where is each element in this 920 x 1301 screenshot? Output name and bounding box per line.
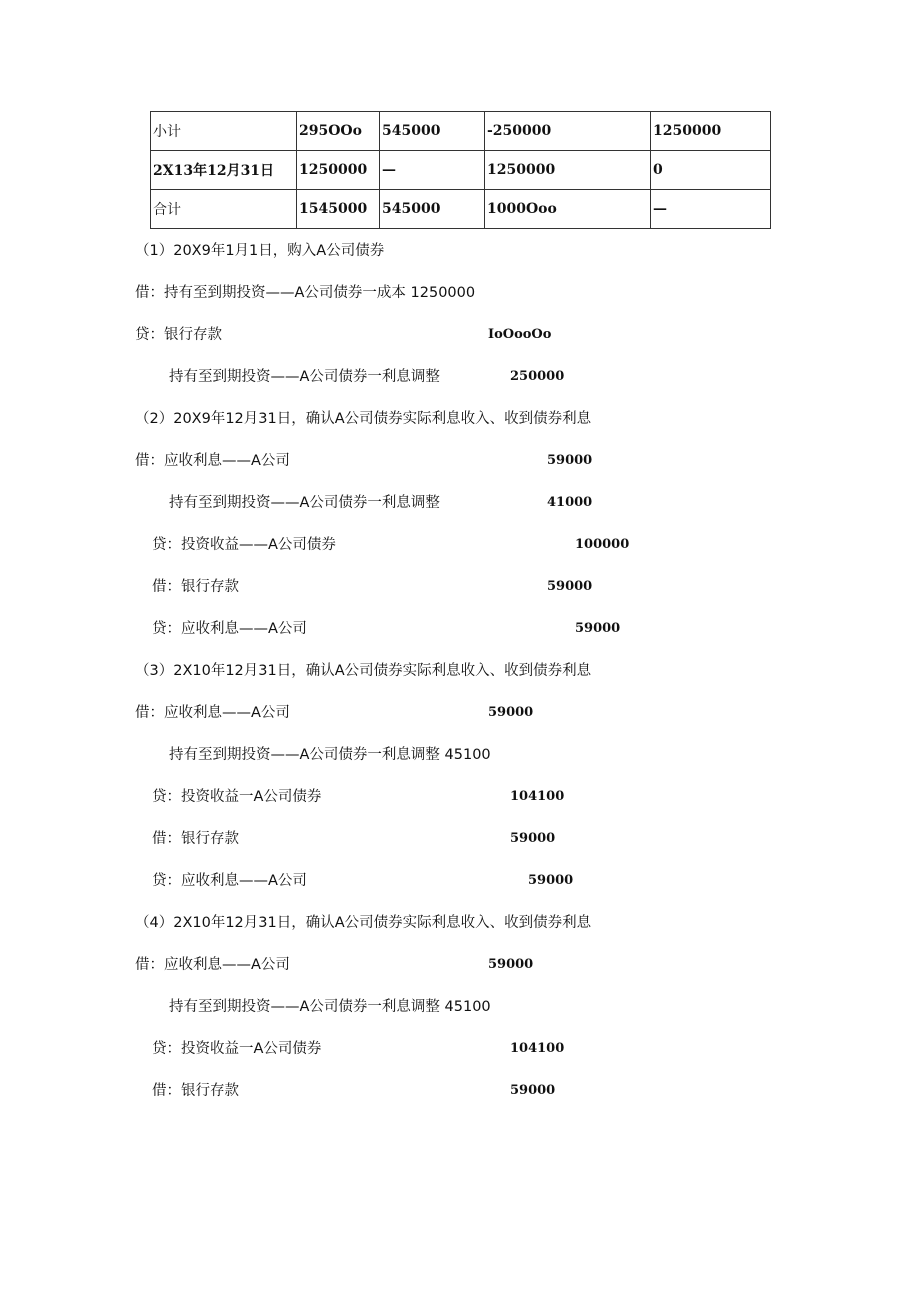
journal-entry-line: 持有至到期投资——A公司债券一利息调整 45100 xyxy=(169,999,491,1015)
journal-entry-line: 借：应收利息——A公司 xyxy=(135,705,290,721)
journal-entry-line: 持有至到期投资——A公司债券一利息调整 xyxy=(169,369,440,385)
journal-entry-line: 贷：投资收益——A公司债券 xyxy=(152,537,336,553)
entry-amount: 59000 xyxy=(488,957,534,972)
cell-value: — xyxy=(380,151,485,190)
journal-entry-line: 贷：银行存款 xyxy=(135,327,222,343)
entry-amount: 59000 xyxy=(547,453,593,468)
entry-amount: 59000 xyxy=(528,873,574,888)
table-row-subtotal xyxy=(151,112,771,151)
journal-entry-line: 借：持有至到期投资——A公司债券一成本 1250000 xyxy=(135,285,476,301)
row-label: 2X13年12月31日 xyxy=(151,151,297,190)
section-heading-3: （3）2X10年12月31日，确认A公司债券实际利息收入、收到债券利息 xyxy=(135,663,592,679)
entry-amount: IoOooOo xyxy=(488,327,552,342)
cell-value: 1250000 xyxy=(485,151,651,190)
entry-amount: 59000 xyxy=(488,705,534,720)
journal-entry-line: 持有至到期投资——A公司债券一利息调整 xyxy=(169,495,440,511)
journal-entry-line: 持有至到期投资——A公司债券一利息调整 45100 xyxy=(169,747,491,763)
entry-amount: 41000 xyxy=(547,495,593,510)
entry-amount: 59000 xyxy=(575,621,621,636)
cell-value: — xyxy=(651,190,771,229)
cell-value: 1250000 xyxy=(651,112,771,151)
section-heading-4: （4）2X10年12月31日，确认A公司债券实际利息收入、收到债券利息 xyxy=(135,915,592,931)
table-row-year-end xyxy=(151,151,771,190)
ledger-table xyxy=(150,111,771,229)
journal-entry-line: 借：银行存款 xyxy=(152,831,239,847)
entry-amount: 250000 xyxy=(510,369,565,384)
cell-value: 545000 xyxy=(380,190,485,229)
journal-entry-line: 借：银行存款 xyxy=(152,579,239,595)
section-heading-1: （1）20X9年1月1日，购入A公司债券 xyxy=(135,243,385,259)
table-row-total xyxy=(151,190,771,229)
journal-entry-line: 贷：投资收益一A公司债券 xyxy=(152,789,322,805)
entry-amount: 104100 xyxy=(510,789,565,804)
cell-value: 1545000 xyxy=(297,190,380,229)
cell-value: -250000 xyxy=(485,112,651,151)
row-label: 小计 xyxy=(151,112,297,151)
section-heading-2: （2）20X9年12月31日，确认A公司债券实际利息收入、收到债券利息 xyxy=(135,411,592,427)
journal-entry-line: 借：应收利息——A公司 xyxy=(135,957,290,973)
cell-value: 1000Ooo xyxy=(485,190,651,229)
journal-entry-line: 贷：应收利息——A公司 xyxy=(152,621,307,637)
cell-value: 0 xyxy=(651,151,771,190)
cell-value: 295OOo xyxy=(297,112,380,151)
journal-entry-line: 借：银行存款 xyxy=(152,1083,239,1099)
cell-value: 1250000 xyxy=(297,151,380,190)
entry-amount: 59000 xyxy=(510,1083,556,1098)
entry-amount: 104100 xyxy=(510,1041,565,1056)
row-label: 合计 xyxy=(151,190,297,229)
entry-amount: 100000 xyxy=(575,537,630,552)
entry-amount: 59000 xyxy=(510,831,556,846)
journal-entry-line: 贷：投资收益一A公司债券 xyxy=(152,1041,322,1057)
journal-entry-line: 借：应收利息——A公司 xyxy=(135,453,290,469)
entry-amount: 59000 xyxy=(547,579,593,594)
cell-value: 545000 xyxy=(380,112,485,151)
journal-entry-line: 贷：应收利息——A公司 xyxy=(152,873,307,889)
